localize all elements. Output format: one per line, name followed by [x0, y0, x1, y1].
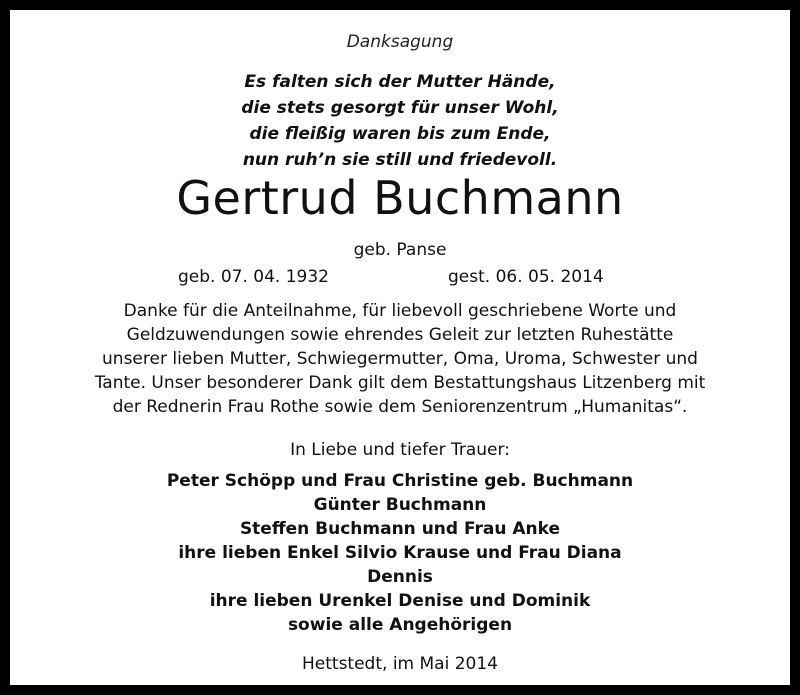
verse-line: nun ruh’n sie still und friedevoll. [242, 150, 558, 170]
mourner-line: sowie alle Angehörigen [287, 615, 513, 635]
mourner-line: Dennis [367, 567, 433, 587]
deceased-name: Gertrud Buchmann [176, 171, 624, 225]
thanks-line: Geldzuwendungen sowie ehrendes Geleit zur letzten Ruhestätte [126, 325, 674, 345]
thanks-line: der Rednerin Frau Rothe sowie dem Seniorenzentrum „Humanitas“. [112, 397, 688, 417]
notice-heading: Danksagung [346, 32, 454, 52]
mourner-line: Steffen Buchmann und Frau Anke [239, 519, 561, 539]
verse-line: die stets gesorgt für unser Wohl, [241, 98, 559, 118]
birth-date: geb. 07. 04. 1932 [178, 267, 329, 287]
mourner-line: ihre lieben Urenkel Denise und Dominik [209, 591, 591, 611]
thanks-line: Danke für die Anteilnahme, für liebevoll geschriebene Worte und [123, 301, 677, 321]
thanks-line: unserer lieben Mutter, Schwiegermutter, Oma, Uroma, Schwester und [102, 349, 698, 369]
place-date: Hettstedt, im Mai 2014 [302, 654, 498, 674]
thanks-line: Tante. Unser besonderer Dank gilt dem Bestattungshaus Litzenberg mit [94, 373, 706, 393]
death-date: gest. 06. 05. 2014 [448, 267, 604, 287]
maiden-name: geb. Panse [353, 240, 447, 260]
mourner-line: Peter Schöpp und Frau Christine geb. Buchmann [166, 471, 634, 491]
mourning-intro: In Liebe und tiefer Trauer: [290, 440, 510, 460]
mourner-line: Günter Buchmann [313, 495, 487, 515]
verse-line: die fleißig waren bis zum Ende, [249, 124, 551, 144]
mourner-line: ihre lieben Enkel Silvio Krause und Frau Diana [178, 543, 622, 563]
verse-line: Es falten sich der Mutter Hände, [244, 72, 556, 92]
